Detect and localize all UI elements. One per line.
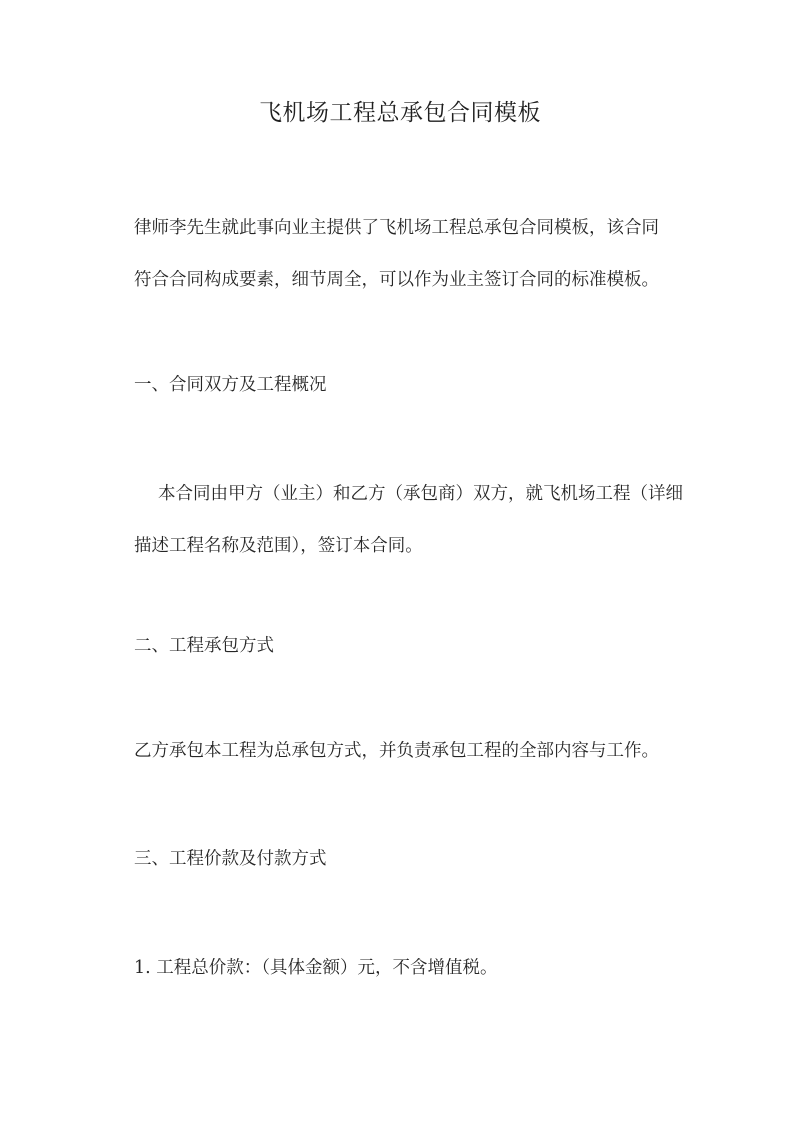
section-2-heading: 二、工程承包方式 — [134, 636, 274, 656]
document-title: 飞机场工程总承包合同模板 — [259, 100, 541, 126]
section-1-paragraph — [134, 468, 728, 572]
intro-paragraph — [134, 202, 704, 306]
section-1-line-1: 本合同由甲方（业主）和乙方（承包商）双方，就飞机场工程（详细 — [158, 484, 683, 504]
section-1-line-2: 描述工程名称及范围），签订本合同。 — [134, 536, 423, 556]
intro-line-2: 符合合同构成要素，细节周全，可以作为业主签订合同的标准模板。 — [134, 270, 659, 290]
section-2-paragraph — [134, 725, 704, 777]
section-2-line-1: 乙方承包本工程为总承包方式，并负责承包工程的全部内容与工作。 — [134, 741, 659, 761]
section-1-heading: 一、合同双方及工程概况 — [134, 375, 327, 395]
section-3-heading: 三、工程价款及付款方式 — [134, 849, 327, 869]
section-3-item-1: 1. 工程总价款：（具体金额）元，不含增值税。 — [134, 958, 498, 978]
intro-line-1: 律师李先生就此事向业主提供了飞机场工程总承包合同模板，该合同 — [134, 218, 659, 238]
